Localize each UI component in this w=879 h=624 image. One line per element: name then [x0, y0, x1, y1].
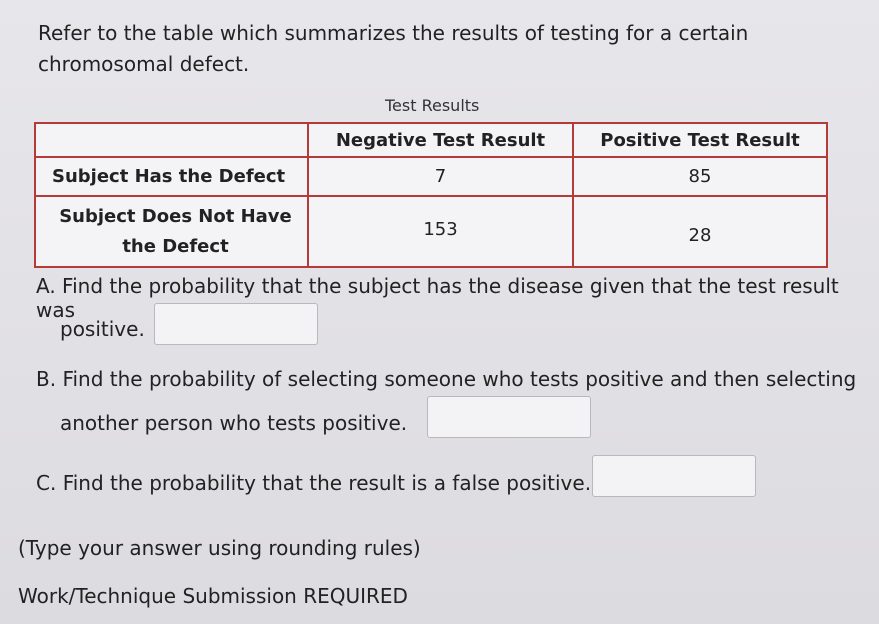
question-c — [36, 471, 591, 495]
answer-c-input[interactable] — [592, 455, 756, 497]
question-b-letter: B. — [36, 367, 57, 391]
header-positive: Positive Test Result — [573, 123, 827, 157]
question-b — [36, 367, 856, 391]
answer-a-input[interactable] — [154, 303, 318, 345]
submission-notice: Work/Technique Submission REQUIRED — [18, 584, 408, 608]
cell-has-defect-positive: 85 — [573, 157, 827, 196]
header-negative: Negative Test Result — [308, 123, 573, 157]
answer-b-input[interactable] — [427, 396, 591, 438]
row-label-has-defect: Subject Has the Defect — [35, 157, 308, 196]
question-c-letter: C. — [36, 471, 57, 495]
question-c-text: Find the probability that the result is a false positive. — [62, 471, 592, 495]
rounding-instruction: (Type your answer using rounding rules) — [18, 536, 421, 560]
cell-no-defect-positive: 28 — [573, 196, 827, 267]
table-header-row — [35, 123, 827, 157]
question-b-continuation: another person who tests positive. — [60, 411, 408, 435]
table-row — [35, 196, 827, 267]
row-label-no-defect: Subject Does Not Have the Defect — [35, 196, 308, 267]
cell-has-defect-negative: 7 — [308, 157, 573, 196]
table-row — [35, 157, 827, 196]
header-empty — [35, 123, 308, 157]
cell-no-defect-negative: 153 — [308, 196, 573, 267]
question-a-text: Find the probability that the subject has the disease given that the test result was — [36, 274, 839, 322]
intro-text: Refer to the table which summarizes the results of testing for a certain chromosomal defect. — [38, 21, 749, 76]
question-a-letter: A. — [36, 274, 56, 298]
question-a-continuation: positive. — [60, 317, 145, 341]
table-caption: Test Results — [385, 96, 480, 115]
results-table — [34, 122, 828, 268]
question-b-text: Find the probability of selecting someone who tests positive and then selecting — [62, 367, 857, 391]
